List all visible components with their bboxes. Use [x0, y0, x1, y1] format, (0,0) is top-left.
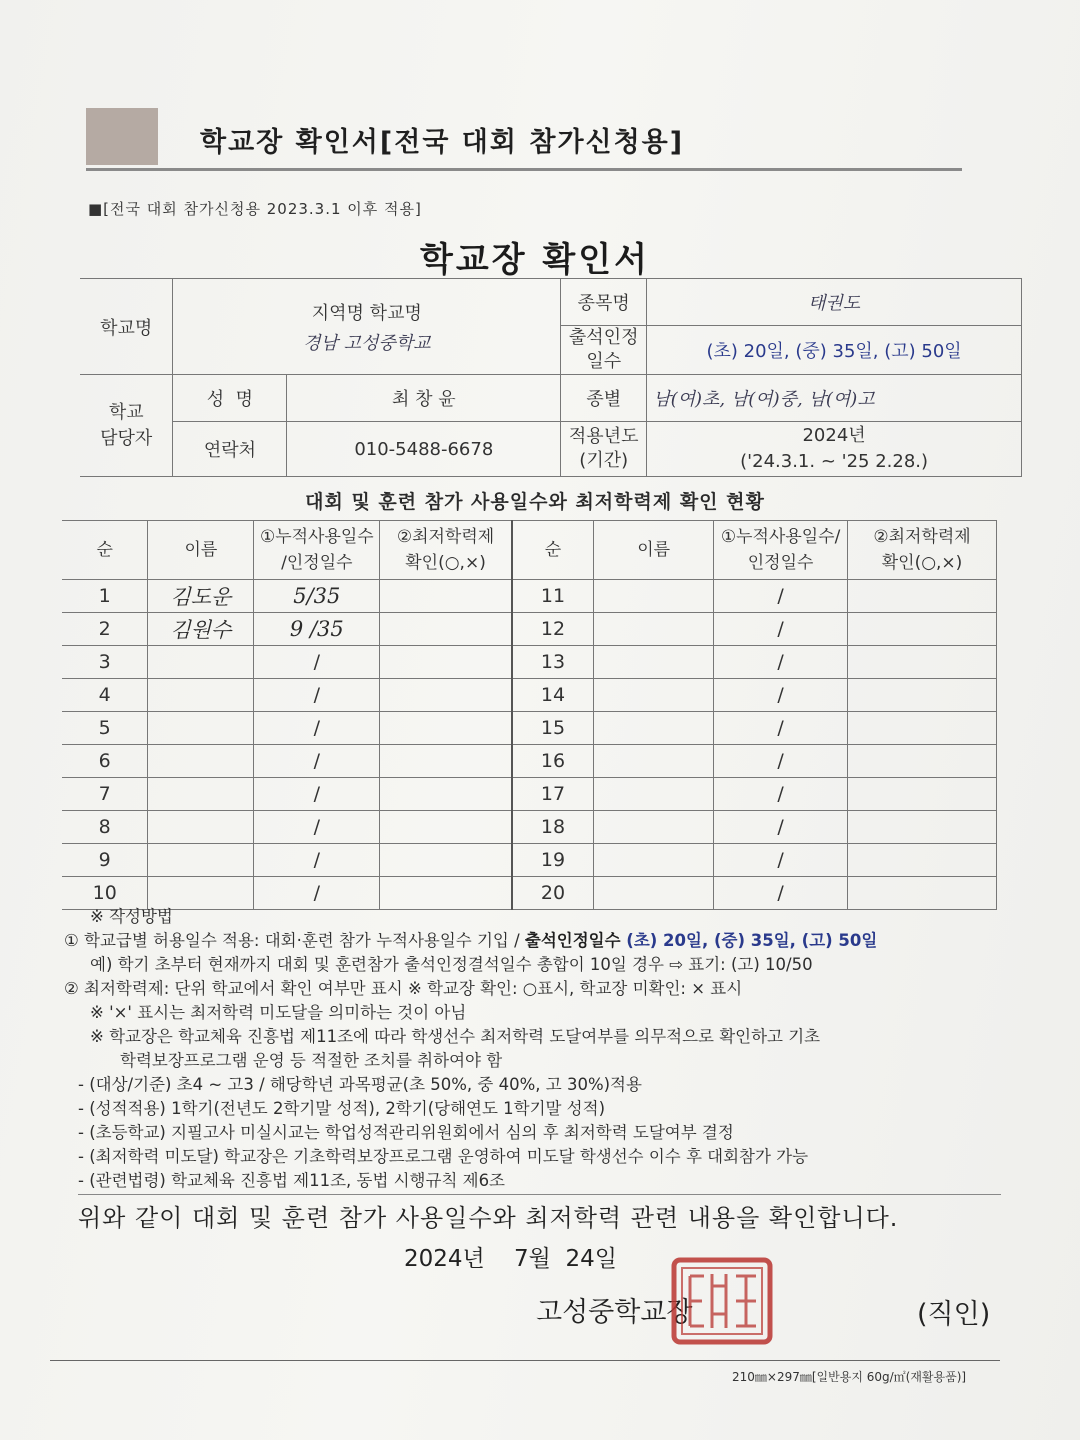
row-no-right: 19 [512, 844, 594, 877]
row-days-right: / [714, 811, 848, 844]
row-no: 4 [62, 679, 148, 712]
row-days: 9 /35 [254, 613, 380, 646]
school-info-table [80, 278, 1022, 477]
row-name-right [594, 712, 714, 745]
table-row [62, 580, 997, 613]
row-days-right: / [714, 844, 848, 877]
note-dash-5: - (관련법령) 학교체육 진흥법 제11조, 동법 시행규칙 제6조 [78, 1171, 505, 1190]
note-1-example: 예) 학기 초부터 현재까지 대회 및 훈련참가 출석인정결석일수 총합이 10일 경우 ⇨ 표기: (고) 10/50 [90, 955, 813, 974]
top-title: 학교장 확인서[전국 대회 참가신청용] [200, 127, 685, 158]
school-value: 경남 고성중학교 [303, 332, 431, 354]
row-name [148, 811, 254, 844]
header-min [380, 521, 512, 580]
sport-label: 종목명 [561, 279, 647, 326]
row-no: 10 [62, 877, 148, 910]
row-no: 2 [62, 613, 148, 646]
attendance-label-line1: 출석인정 [568, 327, 639, 348]
manager-label [80, 375, 173, 477]
row-days: / [254, 745, 380, 778]
row-no-right: 13 [512, 646, 594, 679]
row-no: 6 [62, 745, 148, 778]
row-check-right [848, 844, 997, 877]
table-row [62, 844, 997, 877]
row-days-right: / [714, 613, 848, 646]
header-days-right [714, 521, 848, 580]
row-days-right: / [714, 712, 848, 745]
row-no: 5 [62, 712, 148, 745]
header-min-right [848, 521, 997, 580]
note-dash-2: - (성적적용) 1학기(전년도 2학기말 성적), 2학기(당해연도 1학기말 성적) [78, 1099, 606, 1118]
name-label: 성 명 [173, 375, 287, 422]
category-value: 남(여)초, 남(여)중, 남(여)고 [647, 375, 1022, 422]
row-no: 9 [62, 844, 148, 877]
row-no-right: 14 [512, 679, 594, 712]
notes-section [64, 905, 1004, 1193]
note-1-text: ① 학교급별 허용일수 적용: 대회·훈련 참가 누적사용일수 기입 / [64, 931, 525, 950]
header-days [254, 521, 380, 580]
attendance-label-line2: 일수 [586, 351, 622, 372]
row-check [380, 679, 512, 712]
header-gray-block [86, 108, 158, 165]
note-1 [64, 929, 1004, 953]
divider-line [78, 1194, 1001, 1195]
row-no: 7 [62, 778, 148, 811]
row-no: 1 [62, 580, 148, 613]
row-check-right [848, 646, 997, 679]
category-label: 종별 [561, 375, 647, 422]
row-days-right: / [714, 646, 848, 679]
row-days: / [254, 877, 380, 910]
row-days-right: / [714, 778, 848, 811]
note-1-blue: (초) 20일, (중) 35일, (고) 50일 [620, 931, 878, 950]
table-row [62, 679, 997, 712]
official-seal-stamp [668, 1256, 776, 1346]
school-sublabel: 지역명 학교명 [311, 302, 422, 324]
note-2-sub1: ※ '×' 표시는 최저학력 미도달을 의미하는 것이 아님 [90, 1003, 467, 1022]
row-check-right [848, 778, 997, 811]
contact-label: 연락처 [173, 422, 287, 477]
school-label: 학교명 [80, 279, 173, 375]
note-2-sub2b: 학력보장프로그램 운영 등 적절한 조치를 취하여야 함 [120, 1051, 503, 1070]
row-no-right: 17 [512, 778, 594, 811]
row-name [148, 844, 254, 877]
row-days: / [254, 646, 380, 679]
row-name-right [594, 811, 714, 844]
note-dash-3: - (초등학교) 지필고사 미실시교는 학업성적관리위원회에서 심의 후 최저학력 도달여부 결정 [78, 1123, 734, 1142]
table-row [62, 778, 997, 811]
name-value: 최 창 윤 [287, 375, 561, 422]
note-2: ② 최저학력제: 단위 학교에서 확인 여부만 표시 ※ 학교장 확인: ○표시, 학교장 미확인: × 표시 [64, 979, 743, 998]
confirm-sentence: 위와 같이 대회 및 훈련 참가 사용일수와 최저학력 관련 내용을 확인합니다. [78, 1204, 899, 1232]
header-no-right: 순 [512, 521, 594, 580]
year-value: 2024년 [802, 425, 866, 446]
header-min-right-line1: ②최저학력제 [873, 527, 971, 547]
row-days: / [254, 712, 380, 745]
year-label-line1: 적용년도 [568, 426, 639, 447]
sport-value: 태권도 [647, 279, 1022, 326]
row-check [380, 844, 512, 877]
table-row [62, 712, 997, 745]
note-dash-1: - (대상/기준) 초4 ~ 고3 / 해당학년 과목평균(초 50%, 중 40%, 고 30%)적용 [78, 1075, 642, 1094]
row-name-right [594, 613, 714, 646]
date-line [404, 1240, 617, 1273]
doc-title: 학교장 확인서 [420, 240, 650, 280]
date-year: 2024년 [404, 1246, 485, 1272]
row-no-right: 11 [512, 580, 594, 613]
notes-title: ※ 작성방법 [90, 907, 173, 926]
row-name [148, 712, 254, 745]
principal-name: 고성중학교장 [536, 1297, 693, 1328]
school-cell [173, 279, 561, 375]
row-no: 3 [62, 646, 148, 679]
row-days: / [254, 844, 380, 877]
year-label-line2: (기간) [579, 450, 629, 471]
row-check [380, 646, 512, 679]
attendance-value: (초) 20일, (중) 35일, (고) 50일 [647, 326, 1022, 375]
manager-label-line2: 담당자 [100, 427, 153, 449]
manager-label-line1: 학교 [108, 401, 144, 423]
year-cell [647, 422, 1022, 477]
year-label [561, 422, 647, 477]
row-check-right [848, 745, 997, 778]
row-days-right: / [714, 580, 848, 613]
row-name-right [594, 580, 714, 613]
row-name [148, 679, 254, 712]
row-name [148, 778, 254, 811]
date-day: 24일 [565, 1246, 617, 1272]
seal-label: (직인) [917, 1299, 991, 1330]
row-name-right [594, 646, 714, 679]
row-name [148, 745, 254, 778]
apply-note: ■[전국 대회 참가신청용 2023.3.1 이후 적용] [88, 200, 422, 218]
note-dash-4: - (최저학력 미도달) 학교장은 기초학력보장프로그램 운영하여 미도달 학생선수 이수 후 대회참가 가능 [78, 1147, 809, 1166]
table-row [62, 745, 997, 778]
header-min-right-line2: 확인(○,×) [881, 553, 963, 573]
note-1-bold: 출석인정일수 [524, 931, 621, 950]
row-no-right: 12 [512, 613, 594, 646]
row-check [380, 811, 512, 844]
row-no-right: 16 [512, 745, 594, 778]
header-days-right-line1: ①누적사용일수/ [720, 527, 841, 547]
row-no-right: 18 [512, 811, 594, 844]
row-check-right [848, 712, 997, 745]
period-value: ('24.3.1. ~ '25 2.28.) [740, 451, 929, 472]
header-days-line1: ①누적사용일수 [259, 527, 374, 547]
records-section-title: 대회 및 훈련 참가 사용일수와 최저학력제 확인 현황 [305, 491, 765, 513]
row-check [380, 580, 512, 613]
row-check [380, 745, 512, 778]
header-days-line2: /인정일수 [281, 553, 353, 573]
row-name-right [594, 745, 714, 778]
table-row [62, 613, 997, 646]
row-days: / [254, 778, 380, 811]
row-name-right [594, 844, 714, 877]
row-days: 5/35 [254, 580, 380, 613]
records-table [62, 520, 997, 910]
row-check [380, 613, 512, 646]
row-days-right: / [714, 745, 848, 778]
row-check-right [848, 613, 997, 646]
table-row [62, 811, 997, 844]
row-name: 김원수 [148, 613, 254, 646]
row-check-right [848, 811, 997, 844]
paper-spec: 210㎜×297㎜[일반용지 60g/㎡(재활용품)] [732, 1370, 967, 1384]
row-days: / [254, 811, 380, 844]
header-name-right: 이름 [594, 521, 714, 580]
row-days-right: / [714, 877, 848, 910]
header-no: 순 [62, 521, 148, 580]
note-2-sub2a: ※ 학교장은 학교체육 진흥법 제11조에 따라 학생선수 최저학력 도달여부를 의무적으로 확인하고 기초 [90, 1027, 821, 1046]
header-min-line2: 확인(○,×) [405, 553, 486, 573]
header-days-right-line2: 인정일수 [747, 553, 814, 573]
row-name-right [594, 778, 714, 811]
row-days-right: / [714, 679, 848, 712]
header-min-line1: ②최저학력제 [396, 527, 495, 547]
row-name [148, 646, 254, 679]
row-check-right [848, 580, 997, 613]
table-row [62, 646, 997, 679]
attendance-label [561, 326, 647, 375]
row-no: 8 [62, 811, 148, 844]
row-no-right: 20 [512, 877, 594, 910]
bottom-divider [50, 1360, 1000, 1361]
contact-value: 010-5488-6678 [287, 422, 561, 477]
row-check [380, 712, 512, 745]
header-name: 이름 [148, 521, 254, 580]
row-name-right [594, 679, 714, 712]
row-name: 김도운 [148, 580, 254, 613]
row-no-right: 15 [512, 712, 594, 745]
row-check-right [848, 679, 997, 712]
date-month: 7월 [514, 1246, 551, 1272]
row-days: / [254, 679, 380, 712]
header-bar [86, 108, 962, 171]
records-header-row [62, 521, 997, 580]
row-check [380, 778, 512, 811]
